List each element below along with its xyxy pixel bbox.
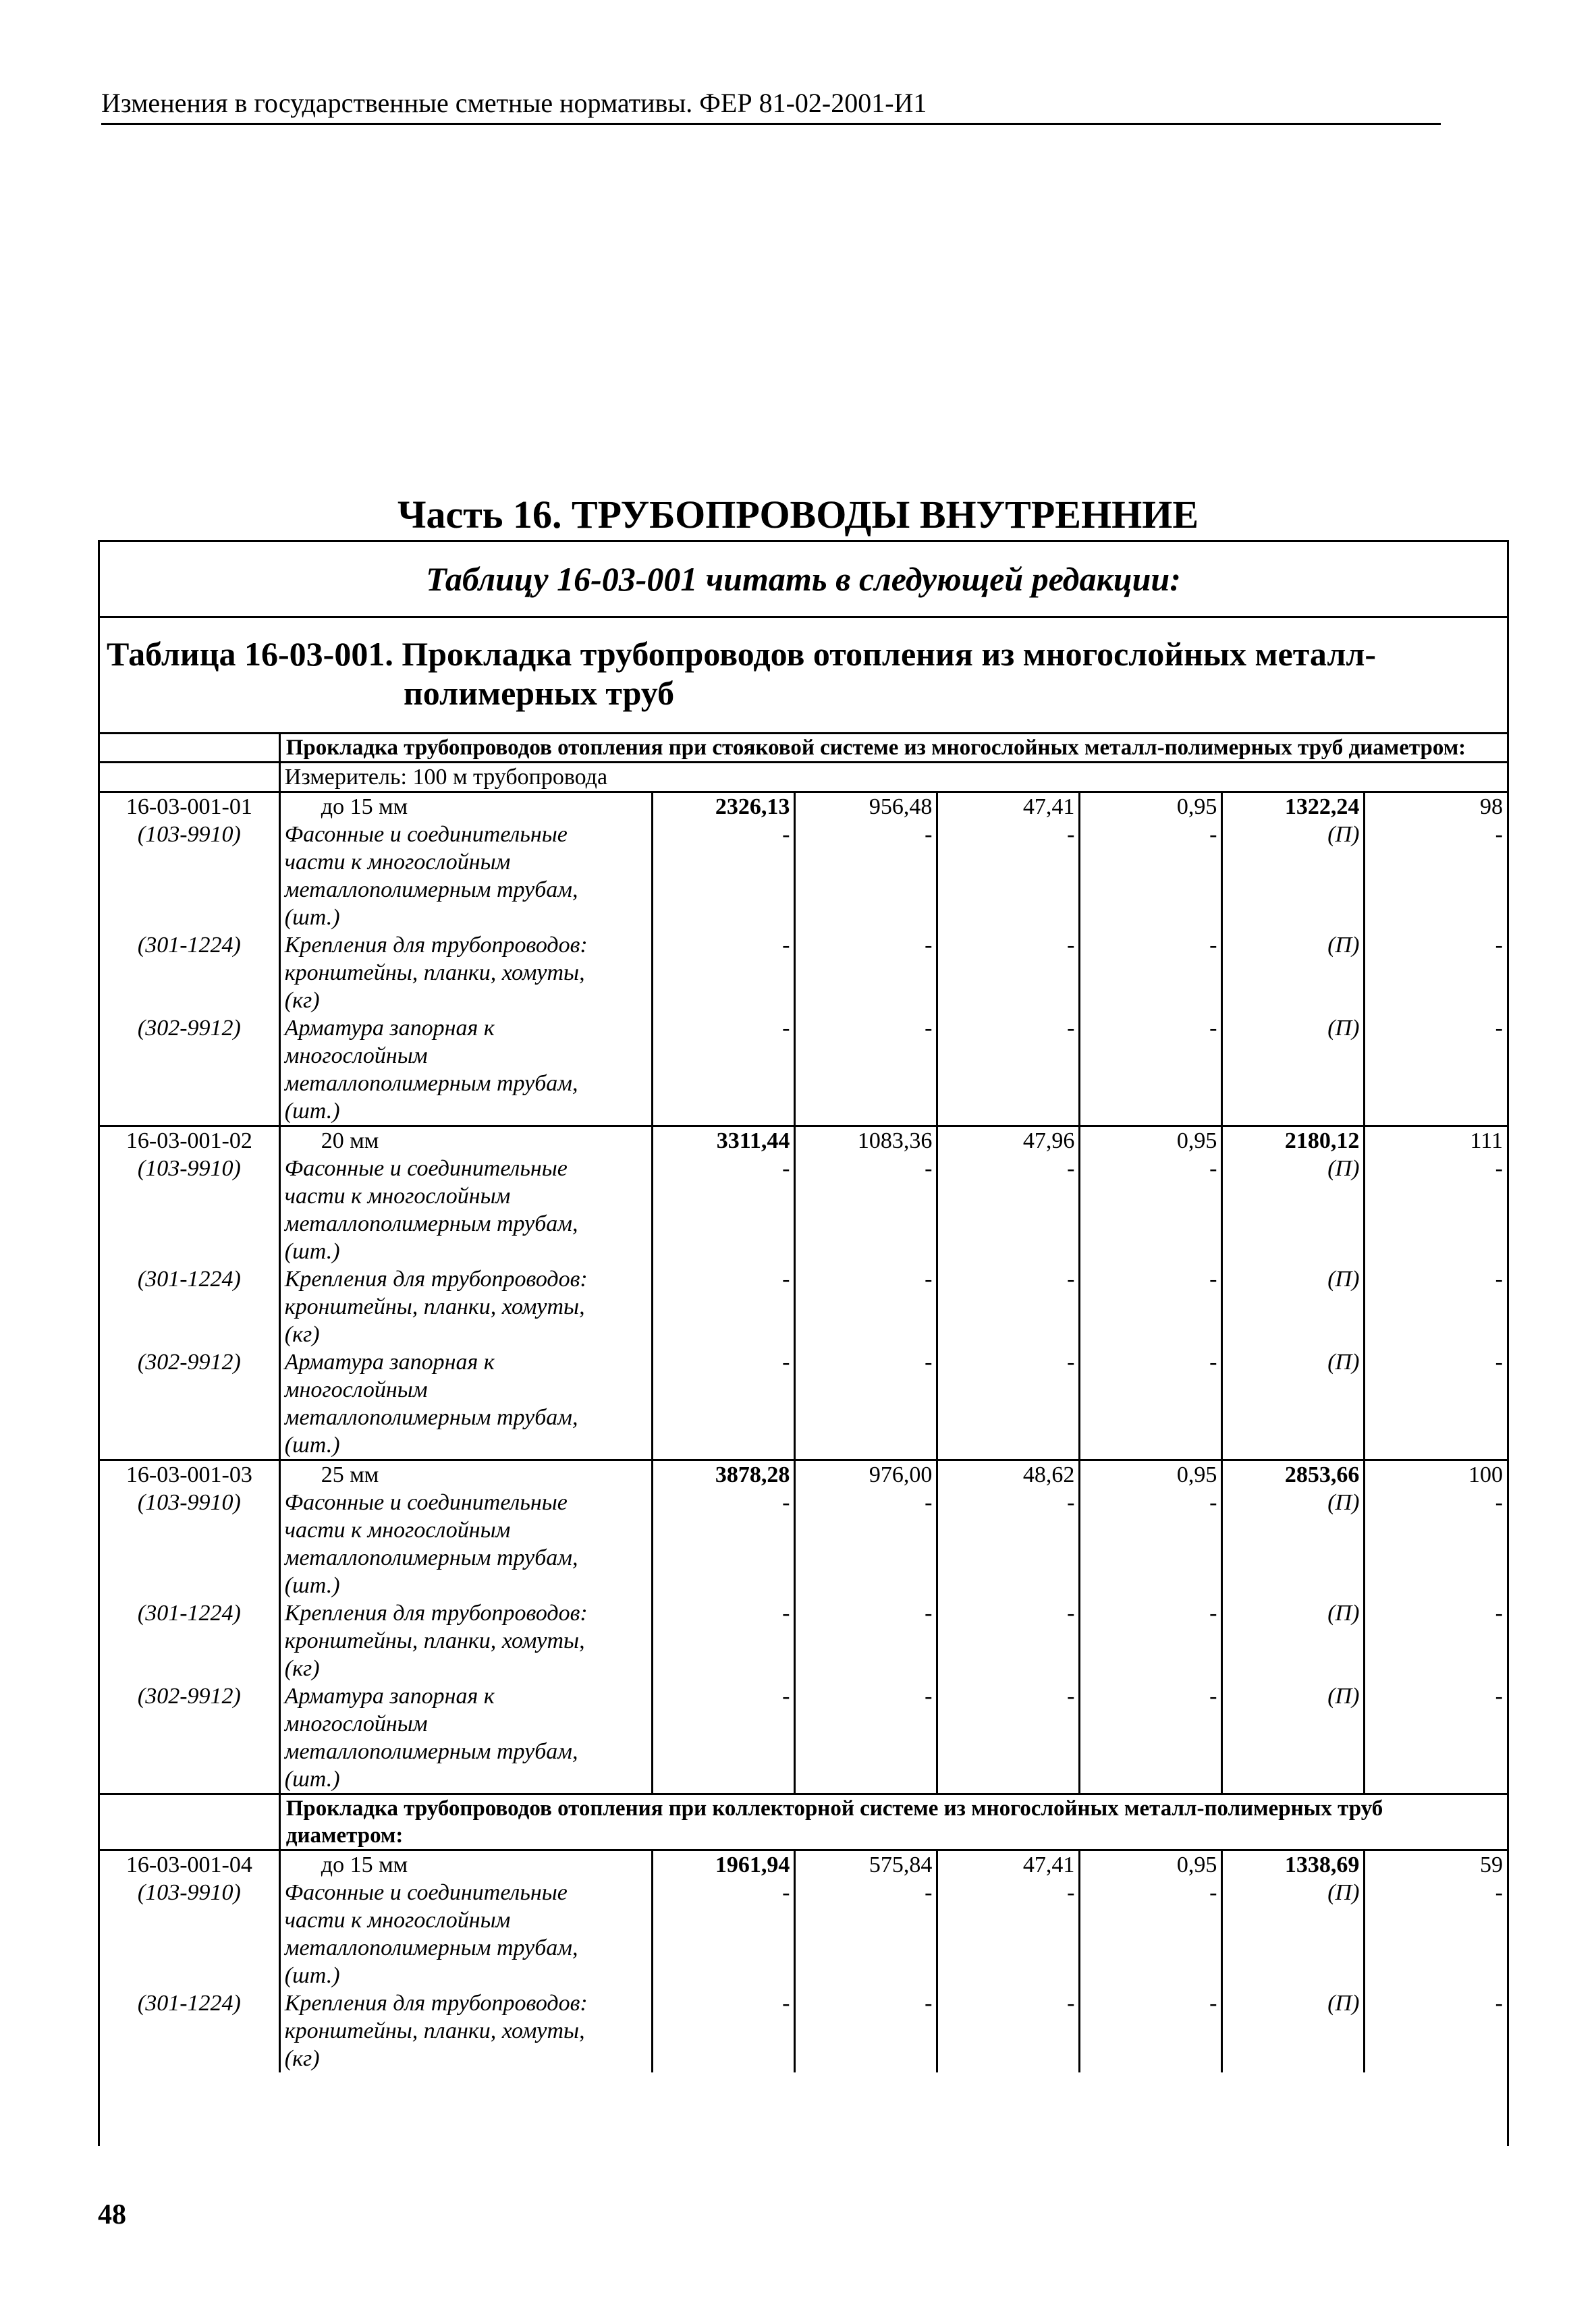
resource-value: - [653,1599,795,1682]
resource-name: Фасонные и соединительные части к многослойным металлополимерным трубам, (шт.) [279,1879,653,1989]
resource-value: - [653,1989,795,2072]
part-title: Часть 16. ТРУБОПРОВОДЫ ВНУТРЕННИЕ [397,493,1199,536]
norm-row [100,1460,1507,1489]
resource-name: Крепления для трубопроводов: кронштейны, планки, хомуты, (кг) [279,1989,653,2072]
resource-value: (П) [1222,1348,1365,1460]
resource-value: - [937,1348,1080,1460]
norm-diameter: до 15 мм [279,792,653,821]
norm-row [100,1126,1507,1155]
norm-value: 1961,94 [653,1850,795,1879]
norm-code: 16-03-001-01 [100,792,279,821]
resource-value: - [795,1599,937,1682]
edition-banner: Таблицу 16-03-001 читать в следующей редакции: [100,540,1507,618]
resource-value: - [653,1155,795,1265]
norm-value: 0,95 [1080,1850,1222,1879]
resource-row [100,1989,1507,2072]
section-heading: Прокладка трубопроводов отопления при коллекторной системе из многослойных металл-полимерных труб диаметром: [279,1794,1507,1850]
resource-code: (103-9910) [137,822,241,847]
norm-value: 48,62 [937,1460,1080,1489]
table-frame [98,540,1509,2146]
norm-value: 59 [1365,1850,1507,1879]
resource-name: Фасонные и соединительные части к многослойным металлополимерным трубам, (шт.) [279,821,653,931]
resource-value: - [1365,821,1507,931]
resource-row [100,1155,1507,1265]
resource-value: - [653,1489,795,1599]
resource-code: (302-9912) [137,1350,241,1375]
resource-code: (302-9912) [137,1684,241,1709]
norm-row [100,792,1507,821]
resource-value: (П) [1222,1489,1365,1599]
norm-value: 575,84 [795,1850,937,1879]
resource-value: - [937,1879,1080,1989]
resource-code: (103-9910) [137,1880,241,1905]
resource-value: - [1365,1599,1507,1682]
resource-value: (П) [1222,931,1365,1014]
resource-value: - [1365,1989,1507,2072]
norm-value: 1083,36 [795,1126,937,1155]
norm-row [100,1850,1507,1879]
resource-value: - [1365,1682,1507,1794]
norms-table [100,732,1507,2072]
table-title-line1: Таблица 16-03-001. Прокладка трубопроводов отопления из многослойных металл- [107,635,1377,673]
resource-row [100,1265,1507,1348]
resource-value: - [1080,1599,1222,1682]
resource-value: - [1080,1989,1222,2072]
section-code-cell [100,1794,279,1850]
resource-value: (П) [1222,1014,1365,1126]
resource-value: - [795,1265,937,1348]
resource-value: - [1080,1682,1222,1794]
resource-value: - [653,1348,795,1460]
resource-value: - [937,1989,1080,2072]
norm-value: 2326,13 [653,792,795,821]
document-header: Изменения в государственные сметные нормативы. ФЕР 81-02-2001-И1 [101,86,1441,125]
resource-value: - [795,1989,937,2072]
resource-row [100,1879,1507,1989]
norm-diameter: 20 мм [279,1126,653,1155]
resource-value: - [937,1682,1080,1794]
resource-value: (П) [1222,1155,1365,1265]
resource-row [100,1599,1507,1682]
table-title [107,634,1456,713]
norm-value: 976,00 [795,1460,937,1489]
resource-value: - [937,1014,1080,1126]
section-code-cell [100,734,279,763]
resource-value: - [795,1014,937,1126]
table-title-line2: полимерных труб [404,674,675,712]
resource-value: - [1365,1489,1507,1599]
resource-value: - [937,1155,1080,1265]
resource-code: (301-1224) [137,1601,241,1626]
resource-value: - [653,821,795,931]
resource-value: (П) [1222,1989,1365,2072]
resource-row [100,1682,1507,1794]
resource-value: - [795,1682,937,1794]
resource-value: - [937,1265,1080,1348]
resource-value: - [1365,931,1507,1014]
resource-name: Арматура запорная к многослойным металлополимерным трубам, (шт.) [279,1014,653,1126]
resource-value: - [937,821,1080,931]
resource-name: Крепления для трубопроводов: кронштейны, планки, хомуты, (кг) [279,1265,653,1348]
unit-label: Измеритель: 100 м трубопровода [279,763,1507,792]
norm-value: 47,41 [937,1850,1080,1879]
resource-value: - [1365,1879,1507,1989]
resource-value: - [1080,1348,1222,1460]
resource-name: Фасонные и соединительные части к многослойным металлополимерным трубам, (шт.) [279,1155,653,1265]
resource-value: - [1080,1014,1222,1126]
norms-table-body [100,734,1507,2073]
norm-code: 16-03-001-02 [100,1126,279,1155]
norm-value: 1338,69 [1222,1850,1365,1879]
resource-code: (103-9910) [137,1156,241,1181]
resource-value: - [653,1265,795,1348]
section-heading: Прокладка трубопроводов отопления при стояковой системе из многослойных металл-полимерных труб диаметром: [279,734,1507,763]
resource-code: (302-9912) [137,1016,241,1041]
norm-value: 3878,28 [653,1460,795,1489]
resource-value: - [1365,1155,1507,1265]
norm-value: 2853,66 [1222,1460,1365,1489]
resource-value: - [1365,1348,1507,1460]
resource-value: (П) [1222,1265,1365,1348]
norm-code: 16-03-001-04 [100,1850,279,1879]
resource-value: - [1365,1014,1507,1126]
resource-value: (П) [1222,1682,1365,1794]
resource-value: - [1080,1879,1222,1989]
resource-value: - [1365,1265,1507,1348]
norm-value: 956,48 [795,792,937,821]
norm-code: 16-03-001-03 [100,1460,279,1489]
resource-value: (П) [1222,821,1365,931]
norm-value: 0,95 [1080,1126,1222,1155]
norm-value: 47,96 [937,1126,1080,1155]
resource-value: - [795,1155,937,1265]
resource-value: - [653,1014,795,1126]
resource-name: Фасонные и соединительные части к многослойным металлополимерным трубам, (шт.) [279,1489,653,1599]
resource-value: (П) [1222,1599,1365,1682]
norm-value: 3311,44 [653,1126,795,1155]
norm-value: 100 [1365,1460,1507,1489]
norm-value: 0,95 [1080,792,1222,821]
resource-value: - [937,1489,1080,1599]
norm-value: 111 [1365,1126,1507,1155]
resource-row [100,931,1507,1014]
resource-value: - [1080,821,1222,931]
resource-name: Крепления для трубопроводов: кронштейны, планки, хомуты, (кг) [279,931,653,1014]
resource-value: (П) [1222,1879,1365,1989]
section-heading-row [100,1794,1507,1850]
norm-value: 47,41 [937,792,1080,821]
resource-value: - [1080,1489,1222,1599]
section-heading-row [100,734,1507,763]
resource-code: (301-1224) [137,1991,241,2016]
resource-value: - [795,931,937,1014]
resource-row [100,1348,1507,1460]
resource-name: Крепления для трубопроводов: кронштейны, планки, хомуты, (кг) [279,1599,653,1682]
norm-value: 1322,24 [1222,792,1365,821]
resource-value: - [1080,931,1222,1014]
resource-row [100,1489,1507,1599]
resource-row [100,821,1507,931]
resource-code: (301-1224) [137,1267,241,1292]
resource-row [100,1014,1507,1126]
norm-value: 0,95 [1080,1460,1222,1489]
resource-value: - [1080,1155,1222,1265]
resource-value: - [795,1879,937,1989]
resource-name: Арматура запорная к многослойным металлополимерным трубам, (шт.) [279,1348,653,1460]
resource-value: - [795,821,937,931]
norm-value: 2180,12 [1222,1126,1365,1155]
resource-value: - [1080,1265,1222,1348]
norm-diameter: 25 мм [279,1460,653,1489]
resource-value: - [653,931,795,1014]
resource-code: (103-9910) [137,1490,241,1515]
resource-value: - [653,1682,795,1794]
norm-value: 98 [1365,792,1507,821]
resource-name: Арматура запорная к многослойным металлополимерным трубам, (шт.) [279,1682,653,1794]
resource-value: - [795,1489,937,1599]
resource-value: - [937,931,1080,1014]
resource-code: (301-1224) [137,933,241,958]
resource-value: - [653,1879,795,1989]
resource-value: - [795,1348,937,1460]
page-number: 48 [98,2199,126,2230]
norm-diameter: до 15 мм [279,1850,653,1879]
unit-code-cell [100,763,279,792]
resource-value: - [937,1599,1080,1682]
unit-row [100,763,1507,792]
